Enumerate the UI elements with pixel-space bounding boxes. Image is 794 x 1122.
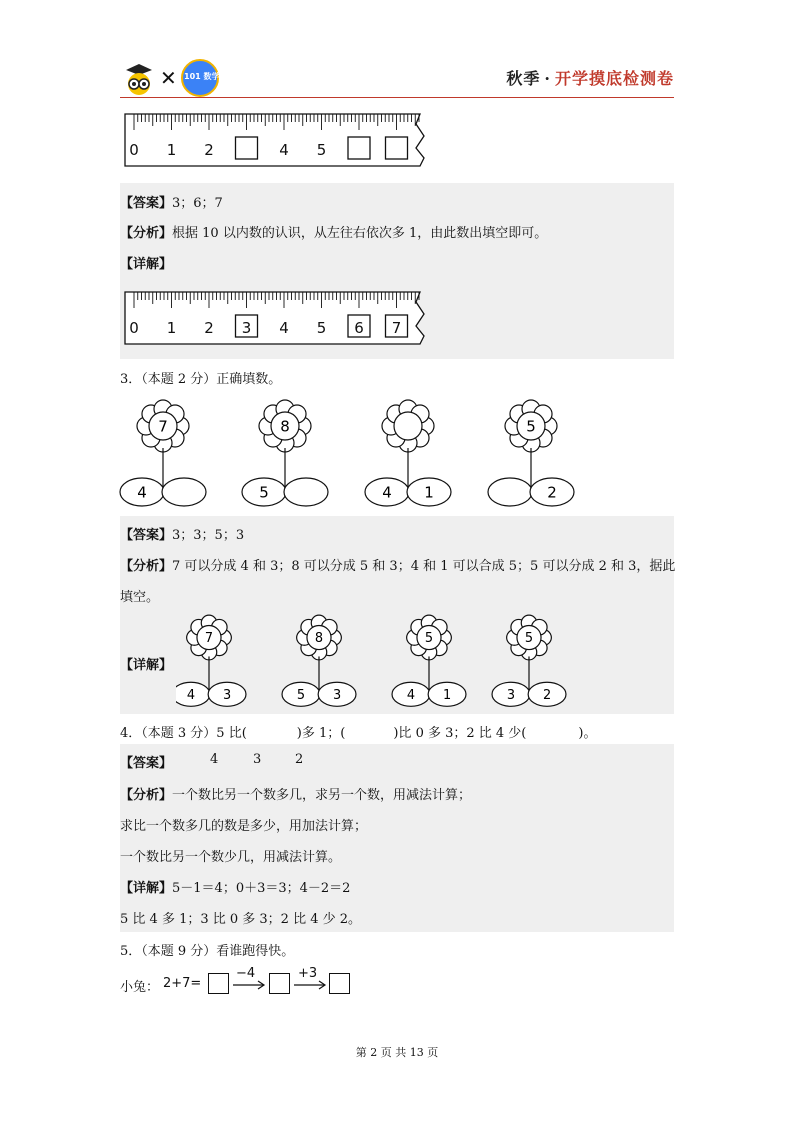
- q4-detail-line2: 5 比 4 多 1；3 比 0 多 3；2 比 4 少 2。: [120, 912, 362, 927]
- operator-label: +3: [298, 966, 318, 981]
- analysis-text: 7 可以分成 4 和 3；8 可以分成 5 和 3；4 和 1 可以合成 5；5 可以分成 2 和 3，据此: [172, 559, 676, 574]
- logo-text: 101 数学: [184, 72, 220, 81]
- arrow-right-icon: [294, 980, 328, 990]
- flower: [492, 615, 566, 706]
- ruler-answer-box: [386, 137, 408, 159]
- flower-leaf-right: [284, 478, 328, 506]
- flower-leaf-number: 4: [406, 687, 416, 703]
- title-dot: ·: [544, 69, 551, 88]
- ruler-number: 5: [316, 141, 327, 159]
- flower-leaf-number: 2: [547, 483, 557, 502]
- ruler-number: 2: [204, 319, 214, 337]
- q4-analysis: [120, 784, 471, 803]
- flower-center-number: 8: [314, 631, 324, 647]
- stem-part: )比 0 多 3；2 比 4 少(: [393, 726, 527, 741]
- flower-leaf-number: 5: [296, 687, 306, 703]
- answer-value: 2: [295, 752, 304, 767]
- answer-box[interactable]: [329, 973, 350, 994]
- answer-box[interactable]: [208, 973, 229, 994]
- analysis-text: 根据 10 以内数的认识，从左往右依次多 1，由此数出填空即可。: [172, 226, 548, 241]
- answer-box[interactable]: [269, 973, 290, 994]
- stem-part: 4．（本题 3 分）5 比(: [120, 726, 247, 741]
- q2-answer: [120, 192, 223, 211]
- ruler-number: 6: [354, 319, 364, 337]
- flower-center-number: 5: [526, 417, 536, 436]
- answer-tag: 【答案】: [120, 756, 173, 771]
- flower: [488, 400, 574, 506]
- flower-center: [394, 412, 422, 440]
- detail-tag: 【详解】: [120, 658, 173, 673]
- ruler-detail: [124, 288, 430, 348]
- analysis-tag: 【分析】: [120, 226, 173, 241]
- analysis-tag: 【分析】: [120, 788, 173, 803]
- stem-part: )。: [578, 726, 597, 741]
- flower-center-number: 7: [158, 417, 168, 436]
- ruler-answer-box: [348, 137, 370, 159]
- flower-center-number: 7: [204, 631, 214, 647]
- flower: [242, 400, 328, 506]
- ruler-number: 3: [241, 319, 252, 337]
- flower: [120, 400, 206, 506]
- row-label: 小兔：: [120, 980, 160, 995]
- ruler-number: 0: [129, 141, 139, 159]
- flower-center-number: 8: [280, 417, 290, 436]
- paper-title: [506, 66, 674, 89]
- q5-stem: 5．（本题 9 分）看谁跑得快。: [120, 944, 295, 959]
- ruler-number: 0: [129, 319, 139, 337]
- answer-value: 3: [253, 752, 262, 767]
- q2-analysis: [120, 222, 547, 241]
- flower-leaf-right: [162, 478, 206, 506]
- season-label: 秋季: [506, 69, 541, 88]
- q4-solution-block: [120, 744, 674, 932]
- q3-analysis: [120, 555, 675, 574]
- q4-answer: [120, 752, 304, 771]
- ruler-answer-box: [236, 137, 258, 159]
- q2-detail: [120, 253, 172, 272]
- flowers-question: [116, 394, 586, 512]
- q3-answer: [120, 524, 244, 543]
- flower-leaf-number: 4: [382, 483, 392, 502]
- ruler-number: 1: [166, 141, 177, 159]
- flower-leaf-number: 2: [542, 687, 552, 703]
- q3-stem: 3．（本题 2 分）正确填数。: [120, 372, 282, 387]
- operator-label: −4: [236, 966, 256, 981]
- detail-tag: 【详解】: [120, 257, 173, 272]
- q4-stem: [120, 722, 596, 741]
- answer-text: 3；6；7: [172, 196, 223, 211]
- header: [120, 58, 674, 98]
- flower-leaf-number: 1: [424, 483, 434, 502]
- q4-analysis-line3: 一个数比另一个数少几，用减法计算。: [120, 850, 342, 865]
- page-footer: 第 2 页 共 13 页: [355, 1046, 439, 1059]
- flower: [392, 615, 466, 706]
- stem-part: )多 1；(: [296, 726, 346, 741]
- arrow-right-icon: [233, 980, 267, 990]
- flower-leaf-number: 3: [332, 687, 342, 703]
- analysis-text: 一个数比另一个数多几，求另一个数，用减法计算；: [172, 788, 472, 803]
- flower: [282, 615, 356, 706]
- ruler-number: 1: [166, 319, 177, 337]
- detail-text: 5－1＝4；0＋3＝3；4－2＝2: [172, 881, 351, 896]
- owl-logo-icon: [122, 62, 156, 96]
- q3-detail: [120, 654, 172, 673]
- q4-detail: [120, 877, 350, 896]
- flower: [176, 615, 246, 706]
- flower-center-number: 5: [424, 631, 434, 647]
- q3-analysis-line2: 填空。: [120, 590, 160, 605]
- ruler-number: 5: [316, 319, 327, 337]
- flower: [365, 400, 451, 506]
- flower-leaf-number: 3: [222, 687, 232, 703]
- q4-analysis-line2: 求比一个数多几的数是多少，用加法计算；: [120, 819, 368, 834]
- answer-tag: 【答案】: [120, 196, 173, 211]
- flowers-detail: [176, 610, 568, 714]
- header-divider: [120, 97, 674, 98]
- exam-title: 开学摸底检测卷: [554, 69, 674, 88]
- flower-leaf-left: [488, 478, 532, 506]
- flower-leaf-number: 4: [186, 687, 196, 703]
- answer-tag: 【答案】: [120, 528, 173, 543]
- answer-value: 4: [210, 752, 219, 767]
- expression: 2+7=: [163, 976, 202, 991]
- ruler-number: 4: [279, 319, 289, 337]
- analysis-tag: 【分析】: [120, 559, 173, 574]
- ruler-number: 2: [204, 141, 214, 159]
- ruler-number: 4: [279, 141, 289, 159]
- answer-text: 3；3；5；3: [172, 528, 245, 543]
- flower-leaf-number: 3: [506, 687, 516, 703]
- detail-tag: 【详解】: [120, 881, 173, 896]
- flower-leaf-number: 5: [259, 483, 269, 502]
- ruler-number: 7: [391, 319, 402, 337]
- ruler-question: [124, 110, 430, 170]
- times-icon: ✕: [160, 66, 177, 90]
- flower-center-number: 5: [524, 631, 534, 647]
- flower-leaf-number: 4: [137, 483, 147, 502]
- flower-leaf-number: 1: [442, 687, 452, 703]
